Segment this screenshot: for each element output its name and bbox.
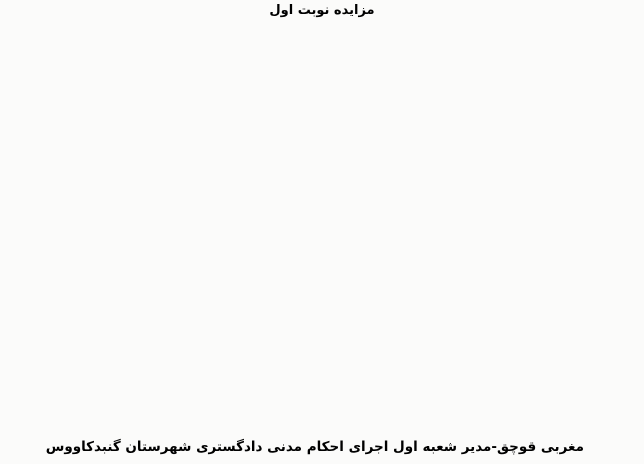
notice-body — [10, 22, 626, 434]
body-line — [10, 331, 626, 352]
body-line — [10, 104, 626, 125]
body-line — [10, 352, 626, 373]
body-line — [10, 43, 626, 64]
body-line — [10, 310, 626, 331]
notice-title: مزایده نوبت اول — [269, 3, 375, 18]
body-line — [10, 228, 626, 249]
body-line — [10, 146, 626, 167]
body-line — [10, 413, 626, 434]
body-line — [10, 290, 626, 311]
body-line — [10, 269, 626, 290]
body-line — [10, 187, 626, 208]
body-line — [10, 63, 626, 84]
body-line — [10, 84, 626, 105]
signature-line: مغربی قوچق-مدیر شعبه اول اجرای احکام مدنی دادگستری شهرستان گنبدکاووس — [45, 439, 584, 455]
body-line — [10, 125, 626, 146]
body-line — [10, 393, 626, 414]
body-line — [10, 166, 626, 187]
body-line — [10, 249, 626, 270]
body-line — [10, 372, 626, 393]
body-line — [10, 22, 626, 43]
body-line — [10, 207, 626, 228]
